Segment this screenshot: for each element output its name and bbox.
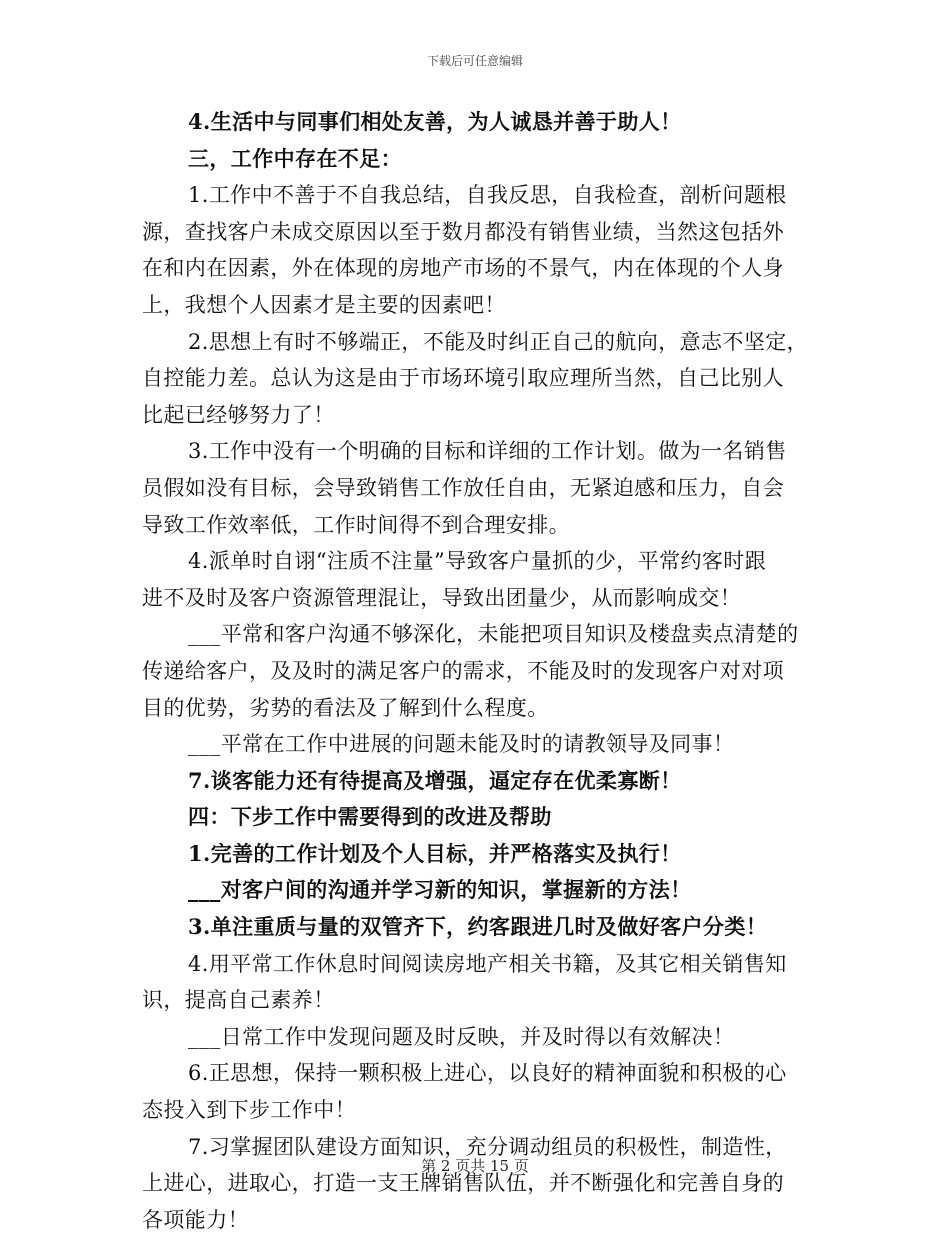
text-line: 自控能力差。总认为这是由于市场环境引取应理所当然，自己比别人 (142, 366, 784, 391)
text-line: 态投入到下步工作中！ (142, 1098, 356, 1123)
text-line: 传递给客户，及及时的满足客户的需求，不能及时的发现客户对对项 (142, 658, 784, 683)
section-heading: 三，工作中存在不足： (188, 145, 402, 171)
text-line: 1.工作中不善于不自我总结，自我反思，自我检查，剖析问题根 (188, 183, 787, 208)
text-line: 源，查找客户未成交原因以至于数月都没有销售业绩，当然这包括外 (142, 219, 784, 244)
document-body (142, 104, 808, 1238)
text-line: 在和内在因素，外在体现的房地产市场的不景气，内在体现的个人身 (142, 256, 784, 281)
text-line: 导致工作效率低，工作时间得不到合理安排。 (142, 512, 570, 537)
text-line: 目的优势，劣势的看法及了解到什么程度。 (142, 695, 549, 720)
text-line: ___平常在工作中进展的问题未能及时的请教领导及同事！ (188, 732, 735, 757)
text-line: 4.派单时自诩“注质不注量”导致客户量抓的少，平常约客时跟 (188, 549, 767, 574)
text-line: 7.谈客能力还有待提高及增强，逼定存在优柔寡断！ (188, 767, 682, 793)
text-line: ___平常和客户沟通不够深化，未能把项目知识及楼盘卖点清楚的 (188, 622, 799, 647)
text-line: 3.工作中没有一个明确的目标和详细的工作计划。做为一名销售 (188, 439, 787, 464)
text-line: 4.用平常工作休息时间阅读房地产相关书籍，及其它相关销售知 (188, 951, 787, 976)
text-line: 各项能力！ (142, 1207, 249, 1232)
text-line: 上，我想个人因素才是主要的因素吧！ (142, 292, 506, 317)
text-line: 3.单注重质与量的双管齐下，约客跟进几时及做好客户分类！ (188, 914, 768, 940)
text-line: ___对客户间的沟通并学习新的知识，掌握新的方法！ (188, 877, 692, 903)
text-line: 1.完善的工作计划及个人目标，并严格落实及执行！ (188, 840, 682, 866)
text-line: ___日常工作中发现问题及时反映，并及时得以有效解决！ (188, 1024, 735, 1049)
text-line: 7.习掌握团队建设方面知识，充分调动组员的积极性，制造性， (188, 1134, 787, 1159)
text-line: 上进心，进取心，打造一支王牌销售队伍，并不断强化和完善自身的 (142, 1171, 784, 1196)
text-line: 比起已经够努力了！ (142, 402, 335, 427)
text-line: 6.正思想，保持一颗积极上进心，以良好的精神面貌和积极的心 (188, 1061, 787, 1086)
text-line: 识，提高自己素养！ (142, 988, 335, 1013)
page-number: 第 2 页共 15 页 (421, 1157, 529, 1175)
section-heading: 四：下步工作中需要得到的改进及帮助 (188, 804, 552, 830)
text-line: 2.思想上有时不够端正，不能及时纠正自己的航向，意志不坚定， (188, 329, 809, 354)
text-line: 进不及时及客户资源管理混让，导致出团量少，从而影响成交！ (142, 585, 742, 610)
text-line: 员假如没有目标，会导致销售工作放任自由，无紧迫感和压力，自会 (142, 475, 784, 500)
text-line: 4.生活中与同事们相处友善，为人诚恳并善于助人！ (188, 109, 682, 134)
page-header: 下载后可任意编辑 (426, 54, 523, 68)
